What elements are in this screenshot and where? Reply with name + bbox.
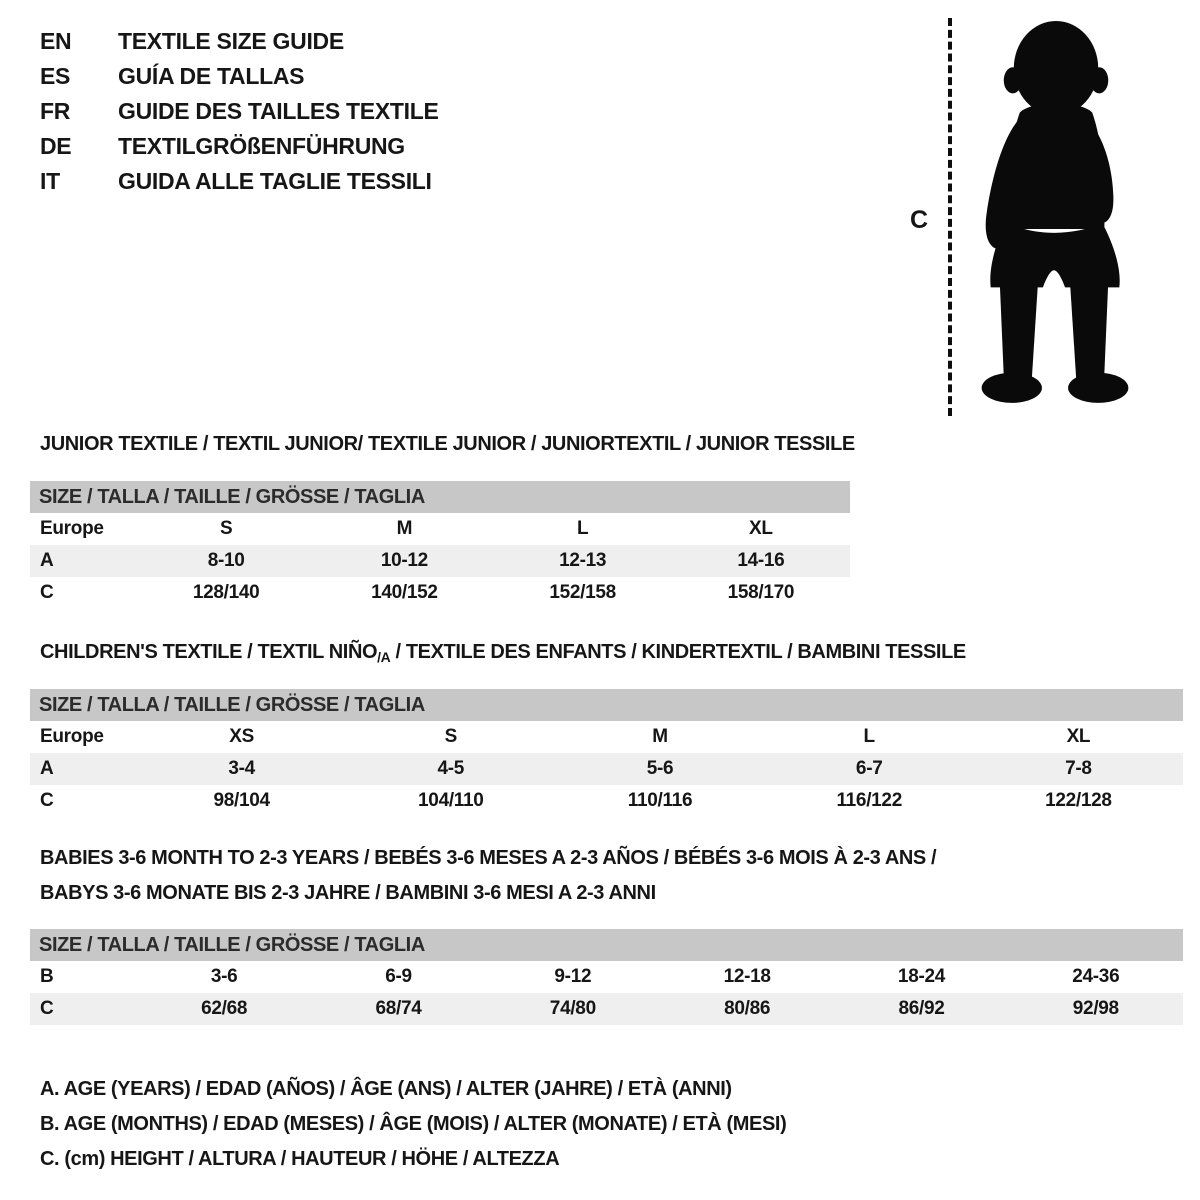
language-row	[40, 164, 439, 199]
row-label: B	[40, 966, 54, 987]
table-row-months	[30, 961, 1183, 993]
size-cell: L	[863, 726, 875, 747]
table-row-age	[30, 545, 850, 577]
babies-section-title-line2: BABYS 3-6 MONATE BIS 2-3 JAHRE / BAMBINI 3-6 MESI A 2-3 ANNI	[40, 882, 656, 904]
age-cell: 8-10	[207, 550, 245, 571]
age-cell: 4-5	[437, 758, 465, 779]
children-title-sub: /A	[377, 649, 391, 665]
age-cell: 12-13	[559, 550, 607, 571]
height-cell: 86/92	[898, 998, 945, 1019]
language-title-list	[40, 24, 439, 199]
measure-legend	[40, 1072, 786, 1177]
height-cell: 152/158	[549, 582, 616, 603]
height-cell: 128/140	[192, 582, 260, 603]
height-cell: 92/98	[1072, 998, 1119, 1019]
table-row-height	[30, 577, 850, 609]
row-label: Europe	[40, 518, 104, 539]
height-cell: 98/104	[213, 790, 270, 811]
language-row	[40, 24, 439, 59]
height-cell: 116/122	[836, 790, 902, 811]
babies-size-table	[30, 929, 1183, 1025]
row-label: C	[40, 998, 54, 1019]
junior-size-table	[30, 481, 850, 609]
children-title-post: / TEXTILE DES ENFANTS / KINDERTEXTIL / BAMBINI TESSILE	[390, 641, 966, 663]
guide-title: GUIDE DES TAILLES TEXTILE	[118, 98, 439, 124]
language-code: DE	[40, 133, 72, 159]
size-header-bar: SIZE / TALLA / TAILLE / GRÖSSE / TAGLIA	[30, 929, 1183, 961]
height-cell: 122/128	[1045, 790, 1112, 811]
height-cell: 74/80	[549, 998, 596, 1019]
size-cell: M	[652, 726, 668, 747]
guide-title: GUIDA ALLE TAGLIE TESSILI	[118, 168, 432, 194]
months-cell: 3-6	[210, 966, 238, 987]
language-code: IT	[40, 168, 60, 194]
row-label: A	[40, 550, 54, 571]
size-cell: S	[219, 518, 233, 539]
age-cell: 3-4	[228, 758, 255, 779]
table-row-europe	[30, 513, 850, 545]
children-title-pre: CHILDREN'S TEXTILE / TEXTIL NIÑO	[40, 641, 378, 663]
language-code: EN	[40, 28, 72, 54]
months-cell: 6-9	[385, 966, 412, 987]
guide-title: GUÍA DE TALLAS	[118, 63, 305, 89]
row-label: Europe	[40, 726, 104, 747]
table-row-age	[30, 753, 1183, 785]
months-cell: 18-24	[897, 966, 946, 987]
months-cell: 24-36	[1072, 966, 1120, 987]
age-cell: 14-16	[737, 550, 785, 571]
height-measure-dashed-line	[948, 18, 952, 416]
size-cell: XS	[229, 726, 254, 747]
months-cell: 9-12	[554, 966, 592, 987]
size-header-bar: SIZE / TALLA / TAILLE / GRÖSSE / TAGLIA	[30, 481, 850, 513]
height-cell: 158/170	[727, 582, 795, 603]
children-section-title	[40, 640, 966, 669]
language-code: ES	[40, 63, 71, 89]
age-cell: 6-7	[855, 758, 883, 779]
size-cell: XL	[1066, 726, 1091, 747]
size-cell: XL	[749, 518, 773, 539]
guide-title: TEXTILGRÖßENFÜHRUNG	[118, 133, 405, 159]
height-cell: 80/86	[724, 998, 771, 1019]
height-cell: 140/152	[371, 582, 438, 603]
language-row	[40, 94, 439, 129]
children-size-table	[30, 689, 1183, 817]
legend-line-a: A. AGE (YEARS) / EDAD (AÑOS) / ÂGE (ANS) / ALTER (JAHRE) / ETÀ (ANNI)	[40, 1078, 732, 1100]
size-header-bar: SIZE / TALLA / TAILLE / GRÖSSE / TAGLIA	[30, 689, 1183, 721]
table-row-europe	[30, 721, 1183, 753]
height-cell: 62/68	[201, 998, 248, 1019]
table-row-height	[30, 785, 1183, 817]
row-label: A	[40, 758, 54, 779]
junior-section-title: JUNIOR TEXTILE / TEXTIL JUNIOR/ TEXTILE JUNIOR / JUNIORTEXTIL / JUNIOR TESSILE	[40, 433, 855, 455]
babies-section-title-line1: BABIES 3-6 MONTH TO 2-3 YEARS / BEBÉS 3-6 MESES A 2-3 AÑOS / BÉBÉS 3-6 MOIS À 2-3 ANS /	[40, 847, 937, 869]
legend-line-c: C. (cm) HEIGHT / ALTURA / HAUTEUR / HÖHE / ALTEZZA	[40, 1148, 560, 1170]
legend-line-b: B. AGE (MONTHS) / EDAD (MESES) / ÂGE (MOIS) / ALTER (MONATE) / ETÀ (MESI)	[40, 1113, 787, 1135]
size-cell: L	[576, 518, 589, 539]
months-cell: 12-18	[723, 966, 771, 987]
height-measure-label: C	[910, 206, 929, 234]
language-row	[40, 59, 439, 94]
height-cell: 104/110	[418, 790, 484, 811]
age-cell: 7-8	[1065, 758, 1092, 779]
row-label: C	[40, 582, 54, 603]
height-cell: 110/116	[627, 790, 693, 811]
language-row	[40, 129, 439, 164]
toddler-silhouette	[964, 16, 1144, 420]
size-cell: S	[444, 726, 457, 747]
height-cell: 68/74	[375, 998, 422, 1019]
size-cell: M	[396, 518, 413, 539]
age-cell: 10-12	[380, 550, 428, 571]
language-code: FR	[40, 98, 71, 124]
guide-title: TEXTILE SIZE GUIDE	[118, 28, 344, 54]
age-cell: 5-6	[646, 758, 674, 779]
row-label: C	[40, 790, 54, 811]
table-row-height	[30, 993, 1183, 1025]
